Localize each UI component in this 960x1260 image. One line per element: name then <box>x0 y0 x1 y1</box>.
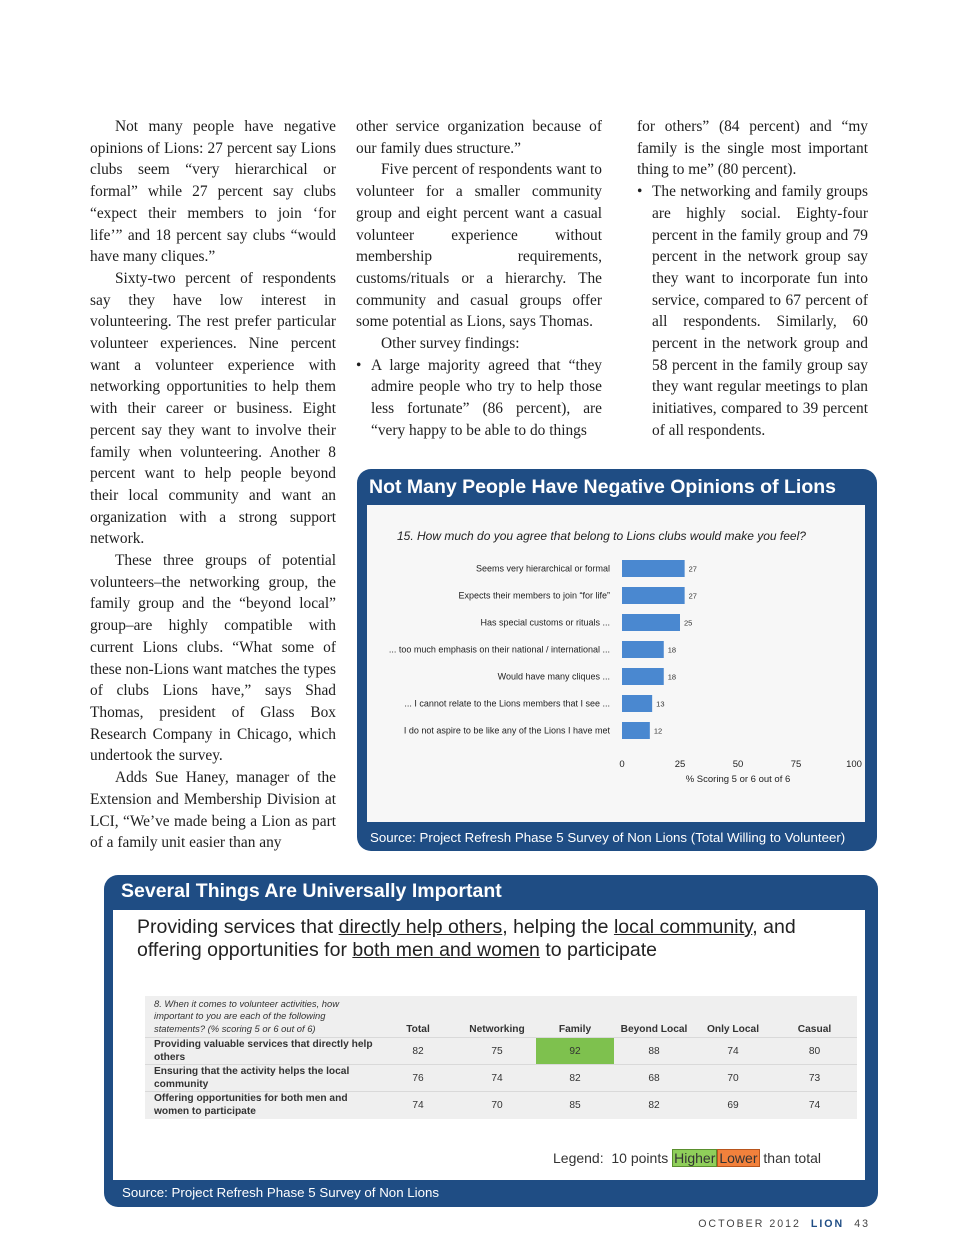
data-label: 27 <box>688 591 697 601</box>
chart-box-title: Not Many People Have Negative Opinions of Lions <box>369 476 836 498</box>
paragraph: for others” (84 percent) and “my family is the single most important thing to me” (80 percent). <box>637 118 868 179</box>
paragraph: Not many people have negative opinions of Lions: 27 percent say Lions clubs seem “very hierarchical or formal” while 27 percent say clubs “expect their members to join ‘for life’” and 18 percent say clubs “would have many cliques.” <box>90 118 336 266</box>
chart-source: Source: Project Refresh Phase 5 Survey of Non Lions (Total Willing to Volunteer) <box>370 830 846 845</box>
list-item: • A large majority agreed that “they admire people who try to help those less fortunate” (86 percent), are “very happy to be able to do things <box>356 355 602 442</box>
paragraph: Five percent of respondents want to volunteer for a smaller community group and eight percent want a casual volunteer experience without membership requirements, customs/rituals or a hierarchy. The community and casual groups offer some potential as Lions, says Thomas. <box>356 161 602 331</box>
legend-higher-swatch: Higher <box>674 1150 716 1166</box>
legend-text: 10 points <box>611 1150 669 1166</box>
page-footer <box>698 1218 870 1230</box>
table-cell: 82 <box>536 1065 614 1092</box>
row-label: Offering opportunities for both men and women to participate <box>145 1092 378 1119</box>
importance-table <box>145 996 857 1119</box>
table-cell: 85 <box>536 1092 614 1119</box>
data-label: 18 <box>667 672 677 682</box>
paragraph: other service organization because of our family dues structure.” <box>356 118 602 157</box>
bar-chart <box>367 505 865 822</box>
table-cell: 76 <box>378 1065 458 1092</box>
article-column-2 <box>356 116 602 442</box>
table-cell: 74 <box>694 1038 772 1065</box>
category-label: I do not aspire to be like any of the Lions I have met <box>403 725 610 736</box>
findings-list <box>356 355 602 442</box>
row-label: Ensuring that the activity helps the local community <box>145 1065 378 1092</box>
table-box-title: Several Things Are Universally Important <box>121 880 502 902</box>
article-column-1 <box>90 116 336 854</box>
axis-label: % Scoring 5 or 6 out of 6 <box>685 774 791 785</box>
paragraph: Sixty-two percent of respondents say they have low interest in volunteering. The rest prefer particular volunteer experiences. Nine percent want a volunteer experience with networking opportunities to help them with their career or business. Eight percent say they want to involve their family when volunteering. Another 8 percent want to help people beyond their local community and want an organization with a strong support network. <box>90 269 336 548</box>
tick-label: 0 <box>619 759 625 770</box>
category-label: Has special customs or rituals ... <box>480 617 610 628</box>
magazine-brand: LION <box>810 1218 845 1230</box>
data-label: 13 <box>656 699 665 709</box>
category-label: Would have many cliques ... <box>497 671 610 682</box>
table-cell: 82 <box>378 1038 458 1065</box>
universally-important-box <box>104 875 878 1207</box>
table-source: Source: Project Refresh Phase 5 Survey of Non Lions <box>122 1185 440 1200</box>
tick-label: 75 <box>790 759 802 770</box>
data-label: 18 <box>667 645 677 655</box>
chart-title: 15. How much do you agree that belong to Lions clubs would make you feel? <box>397 529 806 543</box>
page-number: 43 <box>854 1218 870 1230</box>
category-label: ... I cannot relate to the Lions members that I see ... <box>404 698 610 709</box>
bar <box>622 722 650 739</box>
issue-date: OCTOBER 2012 <box>698 1218 801 1230</box>
legend-text: than total <box>763 1150 821 1166</box>
tick-label: 50 <box>732 759 744 770</box>
paragraph: These three groups of potential volunteers–the networking group, the family group and the “beyond local” group–are highly compatible with current Lions clubs. “What some of these non-Lions want matches the types of clubs Lions have,” says Shad Thomas, president of Glass Box Research Company in Chicago, which undertook the survey. <box>90 552 336 765</box>
table-question: 8. When it comes to volunteer activities, how important to you are each of the following statements? (% scoring 5 or 6 out of 6) <box>154 998 339 1034</box>
paragraph: Adds Sue Haney, manager of the Extension and Membership Division at LCI, “We’ve made being a Lion as part of a family unit easier than any <box>90 769 336 852</box>
row-label: Providing valuable services that directly help others <box>145 1038 378 1065</box>
table-headline: Providing services that directly help others, helping the local community, and offering opportunities for both men and women to participate <box>137 916 796 961</box>
bar <box>622 560 685 577</box>
data-label: 12 <box>653 726 663 736</box>
column-header: Networking <box>469 1024 525 1036</box>
table-cell: 70 <box>694 1065 772 1092</box>
paragraph: Other survey findings: <box>381 335 520 353</box>
category-label: Seems very hierarchical or formal <box>475 563 610 574</box>
table-cell: 73 <box>772 1065 857 1092</box>
list-item: • The networking and family groups are highly social. Eighty-four percent in the family group and 79 percent in the network group say they want to incorporate fun into service, compared to 67 percent of all respondents. Similarly, 60 percent in the network group and 58 percent in the family group say they want regular meetings to plan initiatives, compared to 39 percent of all respondents. <box>637 181 868 441</box>
table-cell: 74 <box>772 1092 857 1119</box>
article-column-3 <box>637 116 868 442</box>
table-cell: 74 <box>378 1092 458 1119</box>
findings-list <box>637 181 868 441</box>
bar <box>622 668 664 685</box>
data-label: 25 <box>684 618 693 628</box>
bar <box>622 587 685 604</box>
table-cell: 74 <box>458 1065 536 1092</box>
bar <box>622 695 652 712</box>
tick-label: 25 <box>674 759 686 770</box>
column-header: Casual <box>797 1024 832 1036</box>
table-cell: 80 <box>772 1038 857 1065</box>
negative-opinions-chart-box <box>357 469 877 851</box>
legend-lower-swatch: Lower <box>719 1150 758 1166</box>
table-cell: 82 <box>614 1092 694 1119</box>
table-row <box>145 1065 857 1092</box>
table-row <box>145 1092 857 1119</box>
column-header: Only Local <box>706 1024 760 1036</box>
table-legend <box>553 1150 821 1166</box>
category-label: Expects their members to join “for life” <box>458 590 610 601</box>
column-header: Family <box>558 1024 592 1036</box>
bar <box>622 614 680 631</box>
table-row <box>145 1038 857 1065</box>
table-panel <box>113 910 865 1180</box>
category-label: ... too much emphasis on their national / international ... <box>388 644 610 655</box>
tick-label: 100 <box>846 759 862 770</box>
data-label: 27 <box>688 564 697 574</box>
column-header: Total <box>406 1024 430 1036</box>
table-cell: 68 <box>614 1065 694 1092</box>
legend-prefix: Legend: <box>553 1150 604 1166</box>
table-cell: 75 <box>458 1038 536 1065</box>
bar <box>622 641 664 658</box>
column-header: Beyond Local <box>620 1024 688 1036</box>
table-cell: 70 <box>458 1092 536 1119</box>
table-cell: 88 <box>614 1038 694 1065</box>
chart-panel <box>367 505 865 822</box>
table-cell: 69 <box>694 1092 772 1119</box>
highlighted-cell: 92 <box>536 1038 614 1065</box>
